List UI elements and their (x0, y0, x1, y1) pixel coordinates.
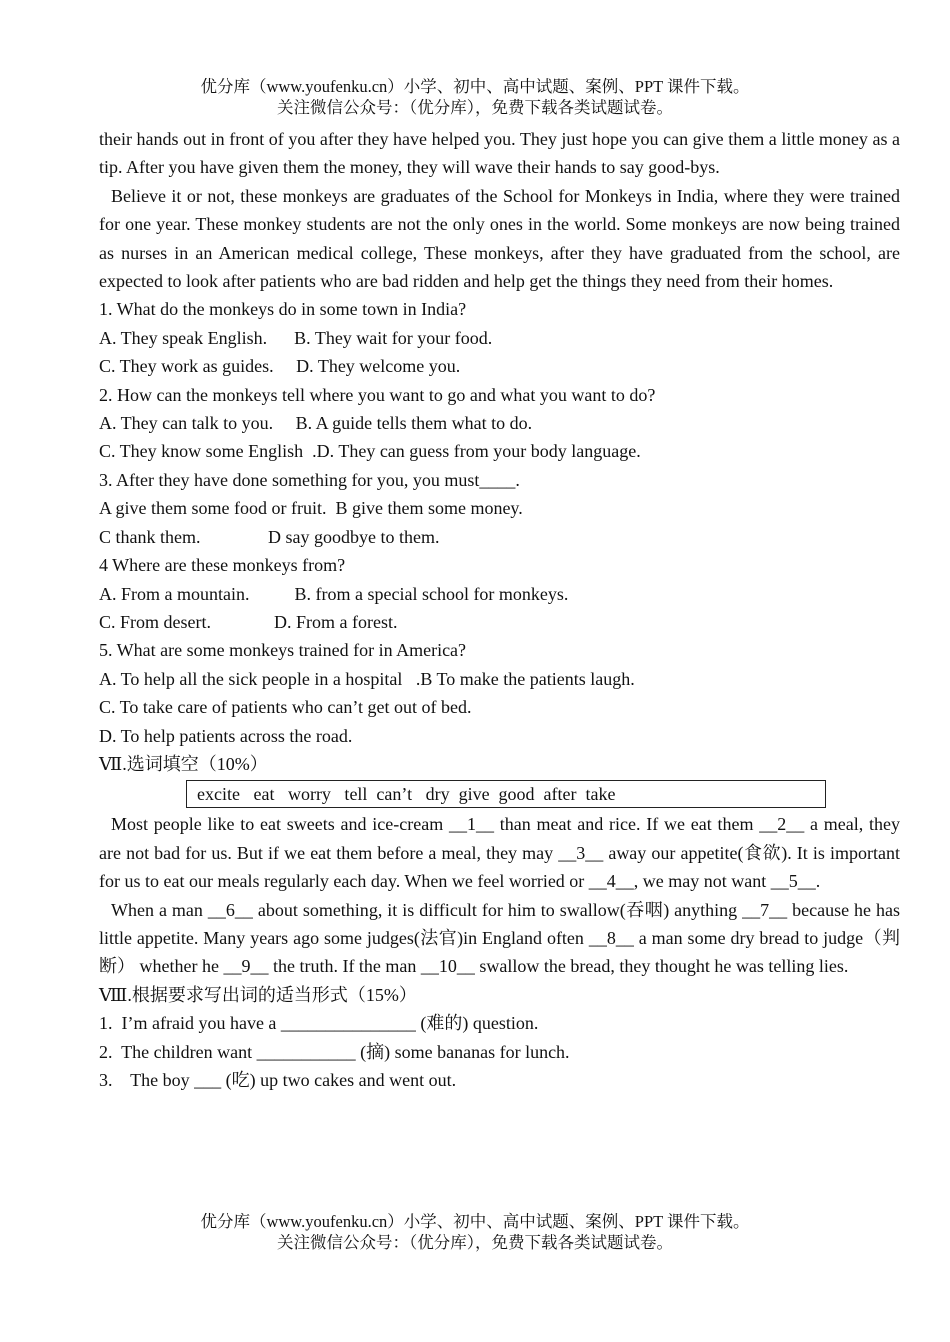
footer-line-1: 优分库（www.youfenku.cn）小学、初中、高中试题、案例、PPT 课件下载。 (200, 1212, 750, 1231)
word-form-item: 3. The boy ___ (吃) up two cakes and went out. (99, 1070, 457, 1090)
question-line: 4 Where are these monkeys from? (99, 555, 346, 576)
answer-options: A. To help all the sick people in a hospital .B To make the patients laugh. (99, 668, 635, 689)
answer-options: A. They can talk to you. B. A guide tells them what to do. (99, 413, 533, 434)
cloze-paragraph-2: When a man __6__ about something, it is difficult for him to swallow(吞咽) anything __7__ because he has little appetite. Many years ago some judges(法官)in England often __8__ a man some dry bread to judge（判断） whether he __9__ the truth. If the man __10__ swallow the bread, they thought he was telling lies. (99, 899, 900, 977)
question-line: 5. What are some monkeys trained for in America? (99, 640, 467, 661)
section-7-title: Ⅶ.选词填空（10%） (99, 753, 268, 774)
answer-options: C. To take care of patients who can’t get out of bed. (99, 697, 472, 718)
cloze-paragraph-1: Most people like to eat sweets and ice-cream __1__ than meat and rice. If we eat them __2__ a meal, they are not bad for us. But if we eat them before a meal, they may __3__ away our appetite(食欲). It is important for us to eat our meals regularly each day. When we feel worried or __4__, we may not want __5__. (99, 814, 900, 892)
footer-line-2: 关注微信公众号：（优分库），免费下载各类试题试卷。 (277, 1233, 673, 1252)
answer-options: C thank them. D say goodbye to them. (99, 526, 440, 547)
section-8-title: Ⅷ.根据要求写出词的适当形式（15%） (99, 984, 417, 1005)
reading-paragraph-2: Believe it or not, these monkeys are graduates of the School for Monkeys in India, where they were trained for one year. These monkey students are not the only ones in the world. Some monkeys are now being trained as nurses in an American medical college, These monkeys, after they have graduated from the school, are expected to look after patients who are bad ridden and help get the things they need from their homes. (99, 185, 900, 292)
question-line: 2. How can the monkeys tell where you want to go and what you want to do? (99, 384, 656, 405)
answer-options: A. From a mountain. B. from a special school for monkeys. (99, 583, 569, 604)
question-line: 1. What do the monkeys do in some town in India? (99, 299, 467, 320)
page-footer (0, 1211, 950, 1253)
question-list (99, 295, 900, 750)
answer-options: C. They work as guides. D. They welcome you. (99, 356, 461, 377)
question-line: 3. After they have done something for you, you must____. (99, 469, 520, 490)
answer-options: C. From desert. D. From a forest. (99, 611, 398, 632)
answer-options: A. They speak English. B. They wait for your food. (99, 327, 493, 348)
word-form-item: 1. I’m afraid you have a _______________ (难的) question. (99, 1013, 539, 1034)
page-header (0, 76, 950, 118)
answer-options: A give them some food or fruit. B give them some money. (99, 498, 523, 519)
word-form-item: 2. The children want ___________ (摘) some bananas for lunch. (99, 1041, 570, 1062)
reading-paragraph-continued: their hands out in front of you after they have helped you. They just hope you can give them a little money as a tip. After you have given them the money, they will wave their hands to say good-bys. (99, 129, 900, 178)
header-line-2: 关注微信公众号：（优分库），免费下载各类试题试卷。 (277, 98, 673, 117)
document-body (99, 125, 900, 1094)
answer-options: D. To help patients across the road. (99, 725, 353, 746)
header-line-1: 优分库（www.youfenku.cn）小学、初中、高中试题、案例、PPT 课件下载。 (200, 77, 750, 96)
word-bank-box: excite eat worry tell can’t dry give good after take (186, 780, 826, 808)
answer-options: C. They know some English .D. They can guess from your body language. (99, 441, 641, 462)
